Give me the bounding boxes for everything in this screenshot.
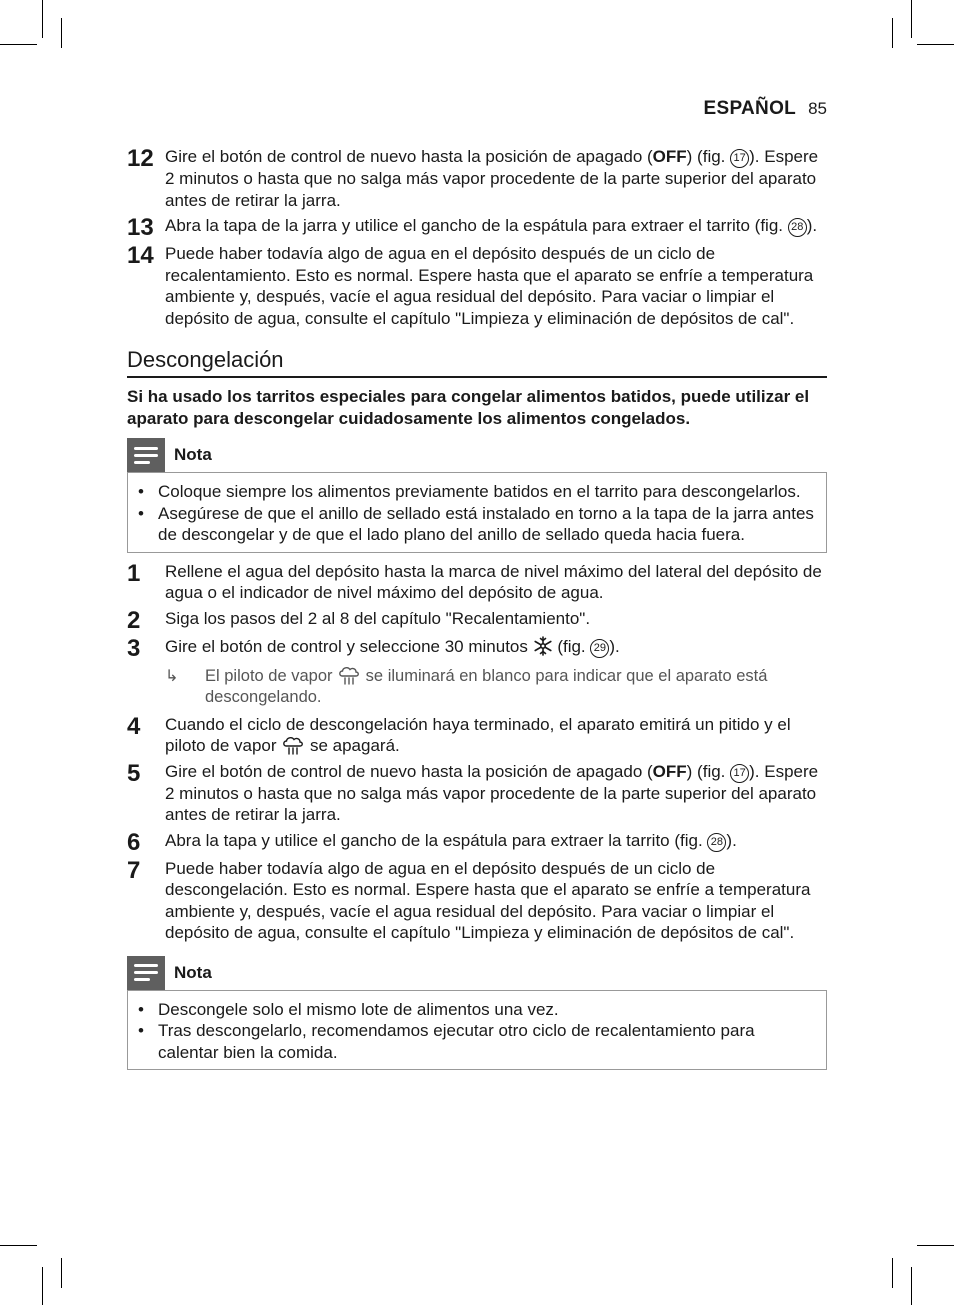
- note-text: Descongele solo el mismo lote de alimentos una vez.: [158, 999, 559, 1019]
- snowflake-icon: [533, 636, 553, 656]
- step-text: [165, 830, 827, 854]
- crop-mark: [0, 1245, 37, 1246]
- result-arrow-icon: ↳: [165, 667, 179, 685]
- note-item: [138, 1020, 816, 1063]
- step-text-part: Abra la tapa y utilice el gancho de la espátula para extraer la tarrito (fig.: [165, 830, 708, 850]
- bullet: •: [138, 1021, 144, 1040]
- step-result: [165, 665, 827, 708]
- page-number: 85: [808, 99, 827, 118]
- note-box: [127, 472, 827, 553]
- steam-cloud-icon: [281, 735, 305, 755]
- page-header: [704, 98, 827, 120]
- off-label: OFF: [652, 761, 687, 781]
- note-item: [138, 503, 816, 546]
- crop-mark: [42, 1267, 43, 1305]
- step-text-part: ).: [806, 216, 818, 235]
- step-number: 12: [127, 145, 154, 172]
- step-text-part: Abra la tapa de la jarra y utilice el gancho de la espátula para extraer el tarrito (fig.: [165, 216, 788, 235]
- step-2: [127, 608, 827, 632]
- note-icon: [127, 956, 165, 990]
- page-content: [127, 146, 827, 1070]
- step-6: [127, 830, 827, 854]
- crop-mark: [61, 1258, 62, 1288]
- step-number: 13: [127, 214, 154, 241]
- step-text: Puede haber todavía algo de agua en el depósito después de un ciclo de recalentamiento. Esto es normal. Espere hasta que el aparato se enfríe a temperatura ambiente y, después, vacíe el agua residual del depósito. Para vaciar o limpiar el depósito de agua, consulte el capítulo "Limpieza y eliminación de depósitos de cal".: [165, 244, 814, 328]
- crop-mark: [42, 0, 43, 38]
- step-text: Siga los pasos del 2 al 8 del capítulo "Recalentamiento".: [165, 608, 591, 628]
- figure-ref: 28: [788, 218, 807, 237]
- note-text: Coloque siempre los alimentos previamente batidos en el tarrito para descongelarlos.: [158, 482, 801, 501]
- bullet: •: [138, 999, 144, 1019]
- figure-ref: 17: [730, 149, 749, 168]
- step-text-part: ). Espere 2 minutos o hasta que no salga más vapor procedente de la parte superior del aparato antes de retirar la jarra.: [165, 147, 819, 210]
- step-text: [165, 636, 827, 660]
- note-label: Nota: [174, 962, 212, 982]
- step-text: Puede haber todavía algo de agua en el depósito después de un ciclo de descongelación. Esto es normal. Espere hasta que el aparato se enfríe a temperatura ambiente y, después, vacíe el agua residual del depósito. Para vaciar o limpiar el depósito de agua, consulte el capítulo "Limpieza y eliminación de depósitos de cal".: [165, 858, 811, 942]
- step-number: 1: [127, 559, 141, 587]
- section-intro: Si ha usado los tarritos especiales para congelar alimentos batidos, puede utilizar el aparato para descongelar cuidadosamente los alimentos congelados.: [127, 387, 810, 428]
- step-text-part: ).: [726, 830, 737, 850]
- note-box: [127, 990, 827, 1071]
- step-3: [127, 636, 827, 660]
- step-text-part: (fig.: [552, 636, 591, 656]
- crop-mark: [892, 1258, 893, 1288]
- step-number: 4: [127, 712, 141, 740]
- step-text-part: Gire el botón de control de nuevo hasta la posición de apagado (: [165, 147, 653, 166]
- step-text-part: Gire el botón de control de nuevo hasta la posición de apagado (: [165, 761, 653, 781]
- step-number: 3: [127, 634, 141, 662]
- off-label: OFF: [652, 147, 687, 166]
- step-text-part: ) (fig.: [686, 147, 731, 166]
- step-text-part: se apagará.: [305, 736, 400, 755]
- note-item: [138, 481, 816, 503]
- step-number: 6: [127, 828, 141, 856]
- step-text-part: ). Espere 2 minutos o hasta que no salga más vapor procedente de la parte superior del aparato antes de retirar la jarra.: [165, 761, 819, 824]
- step-text: Rellene el agua del depósito hasta la marca de nivel máximo del lateral del depósito de agua o el indicador de nivel máximo del depósito de agua.: [165, 561, 822, 602]
- step-text: [165, 761, 827, 826]
- steam-cloud-icon: [337, 665, 361, 685]
- step-text-part: Cuando el ciclo de descongelación haya terminado, el aparato emitirá un pitido y el piloto de vapor: [165, 714, 791, 755]
- step-text: [165, 215, 827, 239]
- step-4: [127, 714, 827, 757]
- step-number: 14: [127, 242, 154, 269]
- figure-ref: 29: [590, 639, 609, 658]
- header-language: ESPAÑOL: [703, 98, 797, 119]
- result-text-part: se iluminará en blanco para indicar que el aparato está descongelando.: [205, 666, 768, 706]
- figure-ref: 28: [707, 833, 726, 852]
- crop-mark: [917, 1245, 954, 1246]
- note-header: [127, 438, 827, 472]
- note-icon: [127, 438, 165, 472]
- bullet: •: [138, 503, 144, 523]
- figure-ref: 17: [730, 764, 749, 783]
- note-item: [138, 999, 816, 1021]
- step-14: [127, 243, 827, 329]
- note-label: Nota: [174, 445, 212, 464]
- crop-mark: [917, 44, 954, 45]
- bullet: •: [138, 482, 144, 501]
- crop-mark: [61, 18, 62, 48]
- note-text: Tras descongelarlo, recomendamos ejecutar otro ciclo de recalentamiento para calentar bien la comida.: [158, 1021, 755, 1062]
- result-text: [205, 665, 827, 708]
- step-1: [127, 561, 827, 604]
- crop-mark: [892, 18, 893, 48]
- step-number: 5: [127, 759, 141, 787]
- result-text-part: El piloto de vapor: [205, 666, 338, 685]
- step-text-part: Gire el botón de control y seleccione 30 minutos: [165, 636, 533, 656]
- note-text: Asegúrese de que el anillo de sellado está instalado en torno a la tapa de la jarra antes de descongelar y de que el lado plano del anillo de sellado queda hacia fuera.: [158, 503, 814, 544]
- step-number: 7: [127, 856, 141, 884]
- crop-mark: [0, 44, 37, 45]
- crop-mark: [911, 1267, 912, 1305]
- step-5: [127, 761, 827, 826]
- step-text-part: ) (fig.: [686, 761, 731, 781]
- step-text: [165, 714, 827, 757]
- step-text-part: ).: [609, 636, 620, 656]
- note-header: [127, 956, 827, 990]
- step-number: 2: [127, 606, 141, 634]
- step-7: [127, 858, 827, 944]
- step-13: [127, 215, 827, 239]
- section-title: Descongelación: [127, 347, 827, 378]
- step-12: [127, 146, 827, 211]
- crop-mark: [911, 0, 912, 38]
- step-text: [165, 146, 827, 211]
